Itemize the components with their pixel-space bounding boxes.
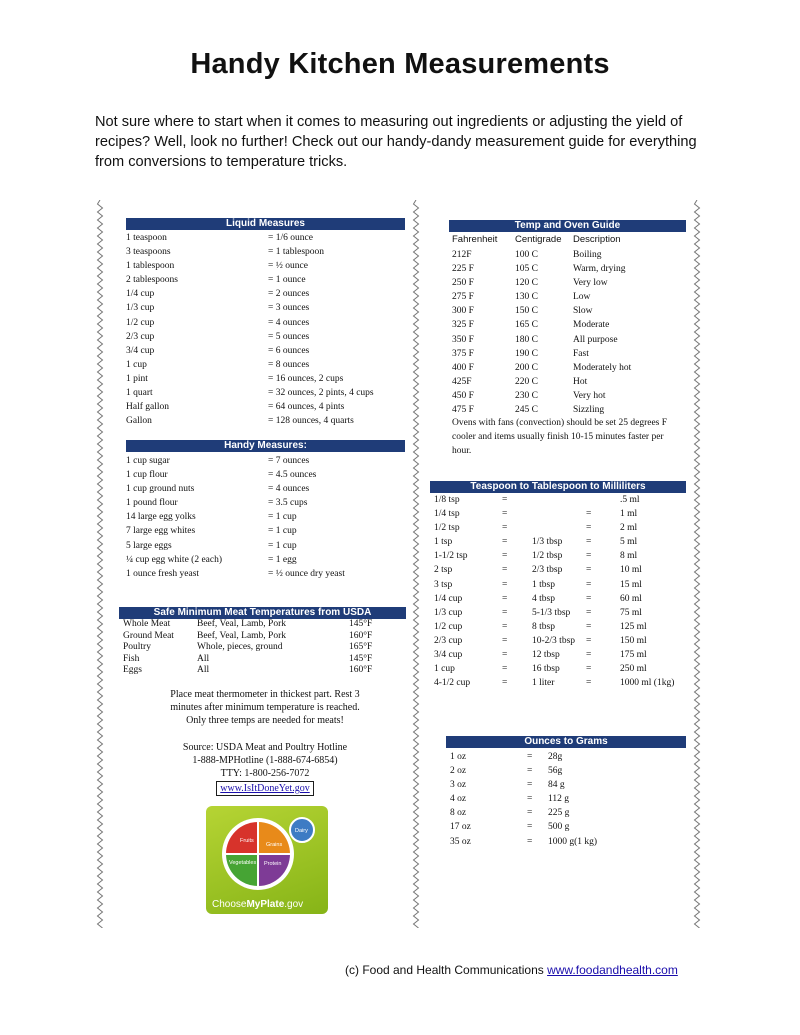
table-cell: 160°F bbox=[349, 630, 373, 641]
table-cell: 1 pint bbox=[126, 373, 148, 384]
ounces-grams-table bbox=[450, 750, 686, 849]
table-cell: 475 F bbox=[452, 405, 474, 416]
table-cell: 2 ml bbox=[620, 523, 638, 534]
table-cell: 400 F bbox=[452, 362, 474, 373]
tsp-tbsp-ml-table bbox=[434, 493, 686, 690]
table-row bbox=[452, 361, 687, 375]
table-row bbox=[126, 414, 406, 428]
table-cell: 1 tablespoon bbox=[126, 261, 175, 272]
table-row bbox=[126, 386, 406, 400]
table-cell: = bbox=[586, 621, 592, 632]
table-cell: 1/2 cup bbox=[126, 317, 155, 328]
myplate-logo bbox=[206, 806, 328, 914]
table-cell: 1 cup ground nuts bbox=[126, 484, 195, 495]
table-cell: All purpose bbox=[573, 334, 618, 345]
table-cell: Moderate bbox=[573, 320, 610, 331]
table-row bbox=[126, 468, 406, 482]
table-row bbox=[434, 648, 686, 662]
table-cell: 125 ml bbox=[620, 621, 647, 632]
source-line: Source: USDA Meat and Poultry Hotline bbox=[182, 742, 348, 753]
table-cell: Beef, Veal, Lamb, Pork bbox=[197, 630, 286, 641]
table-cell: Very low bbox=[573, 278, 608, 289]
note-line: Place meat thermometer in thickest part. Rest 3 bbox=[170, 689, 360, 700]
table-cell: = bbox=[502, 635, 508, 646]
table-row bbox=[434, 676, 686, 690]
table-cell: 160°F bbox=[349, 665, 373, 676]
table-cell: 165°F bbox=[349, 642, 373, 653]
table-row bbox=[452, 403, 687, 417]
table-cell: 250 ml bbox=[620, 664, 647, 675]
temp-column-headers bbox=[452, 234, 687, 247]
table-cell: = 1 ounce bbox=[268, 275, 306, 286]
table-cell: Half gallon bbox=[126, 402, 170, 413]
table-cell: 100 C bbox=[515, 250, 538, 260]
source-line: 1-888-MPHotline (1-888-674-6854) bbox=[192, 755, 338, 766]
table-cell: 1 oz bbox=[450, 752, 467, 762]
table-cell: 212F bbox=[452, 250, 472, 260]
intro-paragraph: Not sure where to start when it comes to measuring out ingredients or adjusting the yield of recipes? Well, look no further! Check out our handy-dandy measurement guide for everything from conversions to temperature tricks. bbox=[95, 114, 697, 170]
page-title: Handy Kitchen Measurements bbox=[190, 48, 610, 80]
table-cell: 150 ml bbox=[620, 635, 647, 646]
table-row bbox=[126, 372, 406, 386]
table-cell: 1/3 tbsp bbox=[532, 537, 563, 548]
table-cell: = bbox=[502, 678, 508, 689]
table-cell: 130 C bbox=[515, 292, 538, 303]
myplate-brand: MyPlate bbox=[246, 899, 285, 910]
table-cell: = bbox=[502, 537, 508, 548]
table-cell: 2 tablespoons bbox=[126, 275, 178, 286]
table-cell: = bbox=[502, 650, 508, 661]
table-cell: All bbox=[197, 665, 210, 676]
table-cell: = bbox=[586, 607, 592, 618]
table-cell: = bbox=[527, 822, 533, 833]
table-cell: 15 ml bbox=[620, 579, 642, 590]
table-row bbox=[434, 662, 686, 676]
table-cell: 35 oz bbox=[450, 836, 471, 847]
table-cell: = bbox=[586, 565, 592, 576]
table-row bbox=[434, 620, 686, 634]
table-cell: 1/2 cup bbox=[434, 621, 463, 632]
table-cell: = 1/6 ounce bbox=[268, 233, 313, 243]
table-cell: 1000 g(1 kg) bbox=[548, 836, 598, 847]
table-cell: = bbox=[586, 678, 592, 689]
table-cell: 8 tbsp bbox=[532, 621, 555, 632]
table-cell: 8 oz bbox=[450, 808, 467, 819]
table-cell: = 1 egg bbox=[268, 554, 297, 565]
table-row bbox=[452, 304, 687, 318]
table-cell: = bbox=[586, 523, 592, 534]
table-cell: 375 F bbox=[452, 348, 474, 359]
table-row bbox=[123, 665, 408, 677]
table-cell: 245 C bbox=[515, 405, 538, 416]
table-cell: 1 quart bbox=[126, 388, 153, 399]
liquid-measures-header: Liquid Measures bbox=[126, 218, 405, 230]
table-row bbox=[452, 262, 687, 276]
table-row bbox=[126, 400, 406, 414]
table-cell: = bbox=[502, 551, 508, 562]
table-cell: 230 C bbox=[515, 390, 538, 401]
col-centigrade: Centigrade bbox=[515, 234, 562, 245]
table-row bbox=[450, 792, 686, 806]
table-row bbox=[452, 276, 687, 290]
table-cell: 1 cup sugar bbox=[126, 456, 170, 466]
table-row bbox=[434, 549, 686, 563]
table-cell: = 8 ounces bbox=[268, 359, 310, 370]
table-cell: 1/2 tbsp bbox=[532, 551, 563, 562]
table-row bbox=[452, 347, 687, 361]
table-cell: ¼ cup egg white (2 each) bbox=[126, 554, 223, 565]
table-row bbox=[126, 316, 406, 330]
table-cell: = bbox=[527, 836, 533, 847]
table-cell: 1/3 cup bbox=[434, 607, 463, 618]
table-cell: 1 ml bbox=[620, 509, 638, 520]
table-row bbox=[434, 493, 686, 507]
table-cell: 3/4 cup bbox=[126, 345, 155, 356]
table-row bbox=[452, 318, 687, 332]
table-cell: 1 teaspoon bbox=[126, 233, 167, 243]
protein-segment bbox=[258, 854, 290, 886]
table-cell: = bbox=[502, 607, 508, 618]
table-cell: Boiling bbox=[573, 250, 602, 260]
table-row bbox=[126, 330, 406, 344]
table-cell: 150 C bbox=[515, 306, 538, 317]
table-cell: = 4 ounces bbox=[268, 317, 310, 328]
table-cell: 275 F bbox=[452, 292, 474, 303]
table-row bbox=[434, 521, 686, 535]
table-cell: 2 oz bbox=[450, 766, 467, 777]
table-cell: = 4 ounces bbox=[268, 484, 310, 495]
table-cell: = bbox=[586, 551, 592, 562]
footer-link[interactable]: www.foodandhealth.com bbox=[547, 963, 678, 977]
table-cell: 1 cup bbox=[126, 359, 147, 370]
table-row bbox=[126, 510, 406, 524]
table-cell: = bbox=[502, 495, 508, 505]
grains-segment bbox=[258, 822, 290, 854]
table-cell: 145°F bbox=[349, 653, 373, 664]
table-cell: 8 ml bbox=[620, 551, 638, 562]
table-row bbox=[126, 273, 406, 287]
table-cell: Sizzling bbox=[573, 405, 605, 416]
table-cell: 1/4 cup bbox=[126, 289, 155, 300]
table-row bbox=[126, 454, 406, 468]
table-cell: = bbox=[527, 780, 533, 791]
table-cell: = 7 ounces bbox=[268, 456, 310, 466]
myplate-icon bbox=[206, 806, 328, 914]
table-cell: 2/3 cup bbox=[434, 635, 463, 646]
table-cell: Eggs bbox=[123, 665, 142, 676]
footer-credit bbox=[345, 963, 678, 977]
table-cell: 1 tsp bbox=[434, 537, 453, 548]
svg-text:ChooseMyPlate.gov bbox=[212, 899, 303, 910]
table-cell: Hot bbox=[573, 376, 588, 387]
table-cell: 28g bbox=[548, 752, 563, 762]
table-cell: 1/2 tsp bbox=[434, 523, 460, 534]
zigzag-border-icon bbox=[693, 200, 701, 928]
table-cell: = bbox=[586, 664, 592, 675]
table-cell: = bbox=[502, 664, 508, 675]
table-cell: 1 ounce fresh yeast bbox=[126, 568, 200, 579]
table-cell: Warm, drying bbox=[573, 264, 626, 275]
table-row bbox=[434, 606, 686, 620]
table-row bbox=[450, 806, 686, 820]
table-cell: 120 C bbox=[515, 278, 538, 289]
table-cell: = 1 cup bbox=[268, 526, 297, 537]
table-row bbox=[126, 344, 406, 358]
table-cell: Low bbox=[573, 292, 591, 303]
table-cell: 2/3 cup bbox=[126, 331, 155, 342]
table-cell: = bbox=[586, 579, 592, 590]
table-cell: 1/3 cup bbox=[126, 303, 155, 314]
table-cell: 350 F bbox=[452, 334, 474, 345]
table-cell: 4-1/2 cup bbox=[434, 678, 471, 689]
table-cell: = bbox=[527, 766, 533, 777]
isitdoneyet-link[interactable]: www.IsItDoneYet.gov bbox=[216, 781, 313, 796]
cut-line-left bbox=[96, 200, 104, 928]
table-cell: 105 C bbox=[515, 264, 538, 275]
table-cell: 3 teaspoons bbox=[126, 247, 171, 258]
table-row bbox=[126, 231, 406, 245]
zigzag-border-icon bbox=[412, 200, 420, 928]
table-cell: = 6 ounces bbox=[268, 345, 310, 356]
table-row bbox=[126, 301, 406, 315]
table-row bbox=[434, 535, 686, 549]
table-cell: 1 liter bbox=[532, 678, 555, 689]
table-cell: = 1 cup bbox=[268, 540, 297, 551]
table-cell: = 1 cup bbox=[268, 512, 297, 523]
table-cell: 145°F bbox=[349, 619, 373, 629]
footer-text: (c) Food and Health Communications bbox=[345, 963, 548, 977]
table-row bbox=[452, 290, 687, 304]
table-cell: 84 g bbox=[548, 780, 565, 791]
table-row bbox=[123, 619, 408, 631]
temp-oven-table bbox=[452, 248, 687, 417]
table-cell: = bbox=[502, 593, 508, 604]
table-cell: = bbox=[527, 794, 533, 805]
table-cell: = bbox=[502, 509, 508, 520]
myplate-choose: Choose bbox=[212, 899, 247, 910]
cut-line-center bbox=[412, 200, 420, 928]
table-cell: Ground Meat bbox=[123, 630, 174, 641]
table-row bbox=[450, 778, 686, 792]
table-cell: 180 C bbox=[515, 334, 538, 345]
source-line: TTY: 1-800-256-7072 bbox=[220, 768, 310, 779]
table-row bbox=[452, 389, 687, 403]
table-cell: Very hot bbox=[573, 390, 606, 401]
table-cell: = 4.5 ounces bbox=[268, 470, 317, 481]
table-row bbox=[126, 245, 406, 259]
table-cell: 1 pound flour bbox=[126, 498, 178, 509]
cut-line-right bbox=[693, 200, 701, 928]
table-cell: 2/3 tbsp bbox=[532, 565, 563, 576]
table-row bbox=[434, 578, 686, 592]
table-cell: 4 oz bbox=[450, 794, 467, 805]
table-cell: 56g bbox=[548, 766, 563, 777]
table-cell: 1/4 tsp bbox=[434, 509, 460, 520]
table-cell: 3 tsp bbox=[434, 579, 453, 590]
table-cell: 1 cup flour bbox=[126, 470, 168, 481]
tsp-tbsp-ml-header: Teaspoon to Tablespoon to Milliliters bbox=[430, 481, 686, 493]
table-cell: 1/8 tsp bbox=[434, 495, 460, 505]
table-cell: = 1 tablespoon bbox=[268, 247, 325, 258]
table-cell: = bbox=[502, 621, 508, 632]
table-cell: = bbox=[586, 593, 592, 604]
table-cell: = bbox=[586, 537, 592, 548]
grains-label: Grains bbox=[266, 842, 283, 848]
table-cell: All bbox=[197, 653, 210, 664]
vegetables-label: Vegetables bbox=[229, 860, 257, 866]
meat-thermometer-note bbox=[120, 688, 410, 727]
protein-label: Protein bbox=[264, 861, 282, 867]
table-cell: 325 F bbox=[452, 320, 474, 331]
table-cell: Whole, pieces, ground bbox=[197, 642, 283, 653]
table-cell: 16 tbsp bbox=[532, 664, 560, 675]
table-cell: = ½ ounce dry yeast bbox=[268, 568, 345, 579]
zigzag-border-icon bbox=[96, 200, 104, 928]
col-description: Description bbox=[573, 234, 621, 245]
temp-oven-header: Temp and Oven Guide bbox=[449, 220, 686, 232]
table-cell: 250 F bbox=[452, 278, 474, 289]
table-cell: 165 C bbox=[515, 320, 538, 331]
note-line: Only three temps are needed for meats! bbox=[186, 715, 344, 726]
table-row bbox=[126, 287, 406, 301]
table-row bbox=[450, 750, 686, 764]
table-cell: 1-1/2 tsp bbox=[434, 551, 468, 562]
vegetables-segment bbox=[226, 854, 258, 886]
table-cell: 425F bbox=[452, 376, 472, 387]
table-cell: = bbox=[586, 635, 592, 646]
table-cell: 10 ml bbox=[620, 565, 642, 576]
table-cell: 112 g bbox=[548, 794, 570, 805]
meat-temperatures-table bbox=[123, 619, 408, 677]
table-row bbox=[126, 259, 406, 273]
dairy-label: Dairy bbox=[295, 828, 308, 834]
table-cell: Fast bbox=[573, 348, 589, 359]
table-row bbox=[452, 333, 687, 347]
table-cell: 1 tbsp bbox=[532, 579, 555, 590]
table-cell: 14 large egg yolks bbox=[126, 512, 196, 523]
table-cell: 4 tbsp bbox=[532, 593, 555, 604]
table-cell: 450 F bbox=[452, 390, 474, 401]
table-cell: 3/4 cup bbox=[434, 650, 463, 661]
table-row bbox=[434, 592, 686, 606]
table-cell: 75 ml bbox=[620, 607, 642, 618]
table-cell: = bbox=[502, 565, 508, 576]
table-cell: 300 F bbox=[452, 306, 474, 317]
convection-note: Ovens with fans (convection) should be set 25 degrees F cooler and items usually finish 10-15 minutes faster per hour. bbox=[452, 418, 668, 456]
table-cell: Slow bbox=[573, 306, 593, 317]
table-cell: = bbox=[502, 579, 508, 590]
table-cell: = bbox=[527, 808, 533, 819]
table-row bbox=[434, 563, 686, 577]
table-cell: Moderately hot bbox=[573, 362, 632, 373]
table-row bbox=[123, 642, 408, 654]
table-cell: = 5 ounces bbox=[268, 331, 310, 342]
table-row bbox=[126, 553, 406, 567]
table-cell: 10-2/3 tbsp bbox=[532, 635, 576, 646]
ounces-grams-header: Ounces to Grams bbox=[446, 736, 686, 748]
table-row bbox=[434, 507, 686, 521]
table-cell: .5 ml bbox=[620, 495, 640, 505]
table-cell: = 2 ounces bbox=[268, 289, 310, 300]
table-cell: = bbox=[586, 509, 592, 520]
table-cell: 220 C bbox=[515, 376, 538, 387]
table-row bbox=[126, 496, 406, 510]
table-cell: = 64 ounces, 4 pints bbox=[268, 402, 345, 413]
table-cell: 5-1/3 tbsp bbox=[532, 607, 571, 618]
meat-temperatures-header: Safe Minimum Meat Temperatures from USDA bbox=[119, 607, 406, 619]
table-row bbox=[434, 634, 686, 648]
table-cell: 2 tsp bbox=[434, 565, 453, 576]
table-cell: Gallon bbox=[126, 416, 152, 427]
usda-source bbox=[120, 741, 410, 796]
table-row bbox=[126, 539, 406, 553]
table-cell: 1 cup bbox=[434, 664, 455, 675]
table-cell: 7 large egg whites bbox=[126, 526, 196, 537]
table-row bbox=[452, 248, 687, 262]
table-cell: 1000 ml (1kg) bbox=[620, 678, 675, 689]
table-cell: = bbox=[502, 523, 508, 534]
table-cell: = 32 ounces, 2 pints, 4 cups bbox=[268, 388, 374, 399]
table-cell: 225 F bbox=[452, 264, 474, 275]
table-cell: 190 C bbox=[515, 348, 538, 359]
table-cell: Fish bbox=[123, 653, 140, 664]
handy-measures-table bbox=[126, 454, 406, 581]
liquid-measures-table bbox=[126, 231, 406, 428]
table-row bbox=[450, 835, 686, 849]
table-cell: = bbox=[527, 752, 533, 762]
table-cell: = ½ ounce bbox=[268, 261, 308, 272]
table-cell: = bbox=[586, 650, 592, 661]
table-row bbox=[123, 654, 408, 666]
table-cell: 5 large eggs bbox=[126, 540, 172, 551]
table-cell: = 16 ounces, 2 cups bbox=[268, 373, 344, 384]
table-row bbox=[450, 764, 686, 778]
table-cell: 60 ml bbox=[620, 593, 642, 604]
table-cell: 5 ml bbox=[620, 537, 638, 548]
fruits-label: Fruits bbox=[240, 838, 254, 844]
table-row bbox=[126, 482, 406, 496]
table-cell: = 128 ounces, 4 quarts bbox=[268, 416, 354, 427]
myplate-gov: .gov bbox=[284, 899, 304, 910]
table-row bbox=[452, 375, 687, 389]
table-cell: Poultry bbox=[123, 642, 151, 653]
note-line: minutes after minimum temperature is reached. bbox=[170, 702, 360, 713]
table-cell: 3 oz bbox=[450, 780, 467, 791]
col-fahrenheit: Fahrenheit bbox=[452, 234, 498, 245]
table-cell: 1/4 cup bbox=[434, 593, 463, 604]
table-row bbox=[123, 631, 408, 643]
table-cell: 225 g bbox=[548, 808, 570, 819]
table-cell: Whole Meat bbox=[123, 619, 171, 629]
table-cell: 17 oz bbox=[450, 822, 471, 833]
table-cell: 200 C bbox=[515, 362, 538, 373]
table-cell: = 3.5 cups bbox=[268, 498, 308, 509]
handy-measures-header: Handy Measures: bbox=[126, 440, 405, 452]
table-cell: 12 tbsp bbox=[532, 650, 560, 661]
table-cell: = 3 ounces bbox=[268, 303, 310, 314]
table-cell: 500 g bbox=[548, 822, 570, 833]
table-row bbox=[126, 358, 406, 372]
table-row bbox=[126, 567, 406, 581]
table-row bbox=[450, 820, 686, 834]
table-cell: Beef, Veal, Lamb, Pork bbox=[197, 619, 286, 629]
table-cell: 175 ml bbox=[620, 650, 647, 661]
table-row bbox=[126, 524, 406, 538]
